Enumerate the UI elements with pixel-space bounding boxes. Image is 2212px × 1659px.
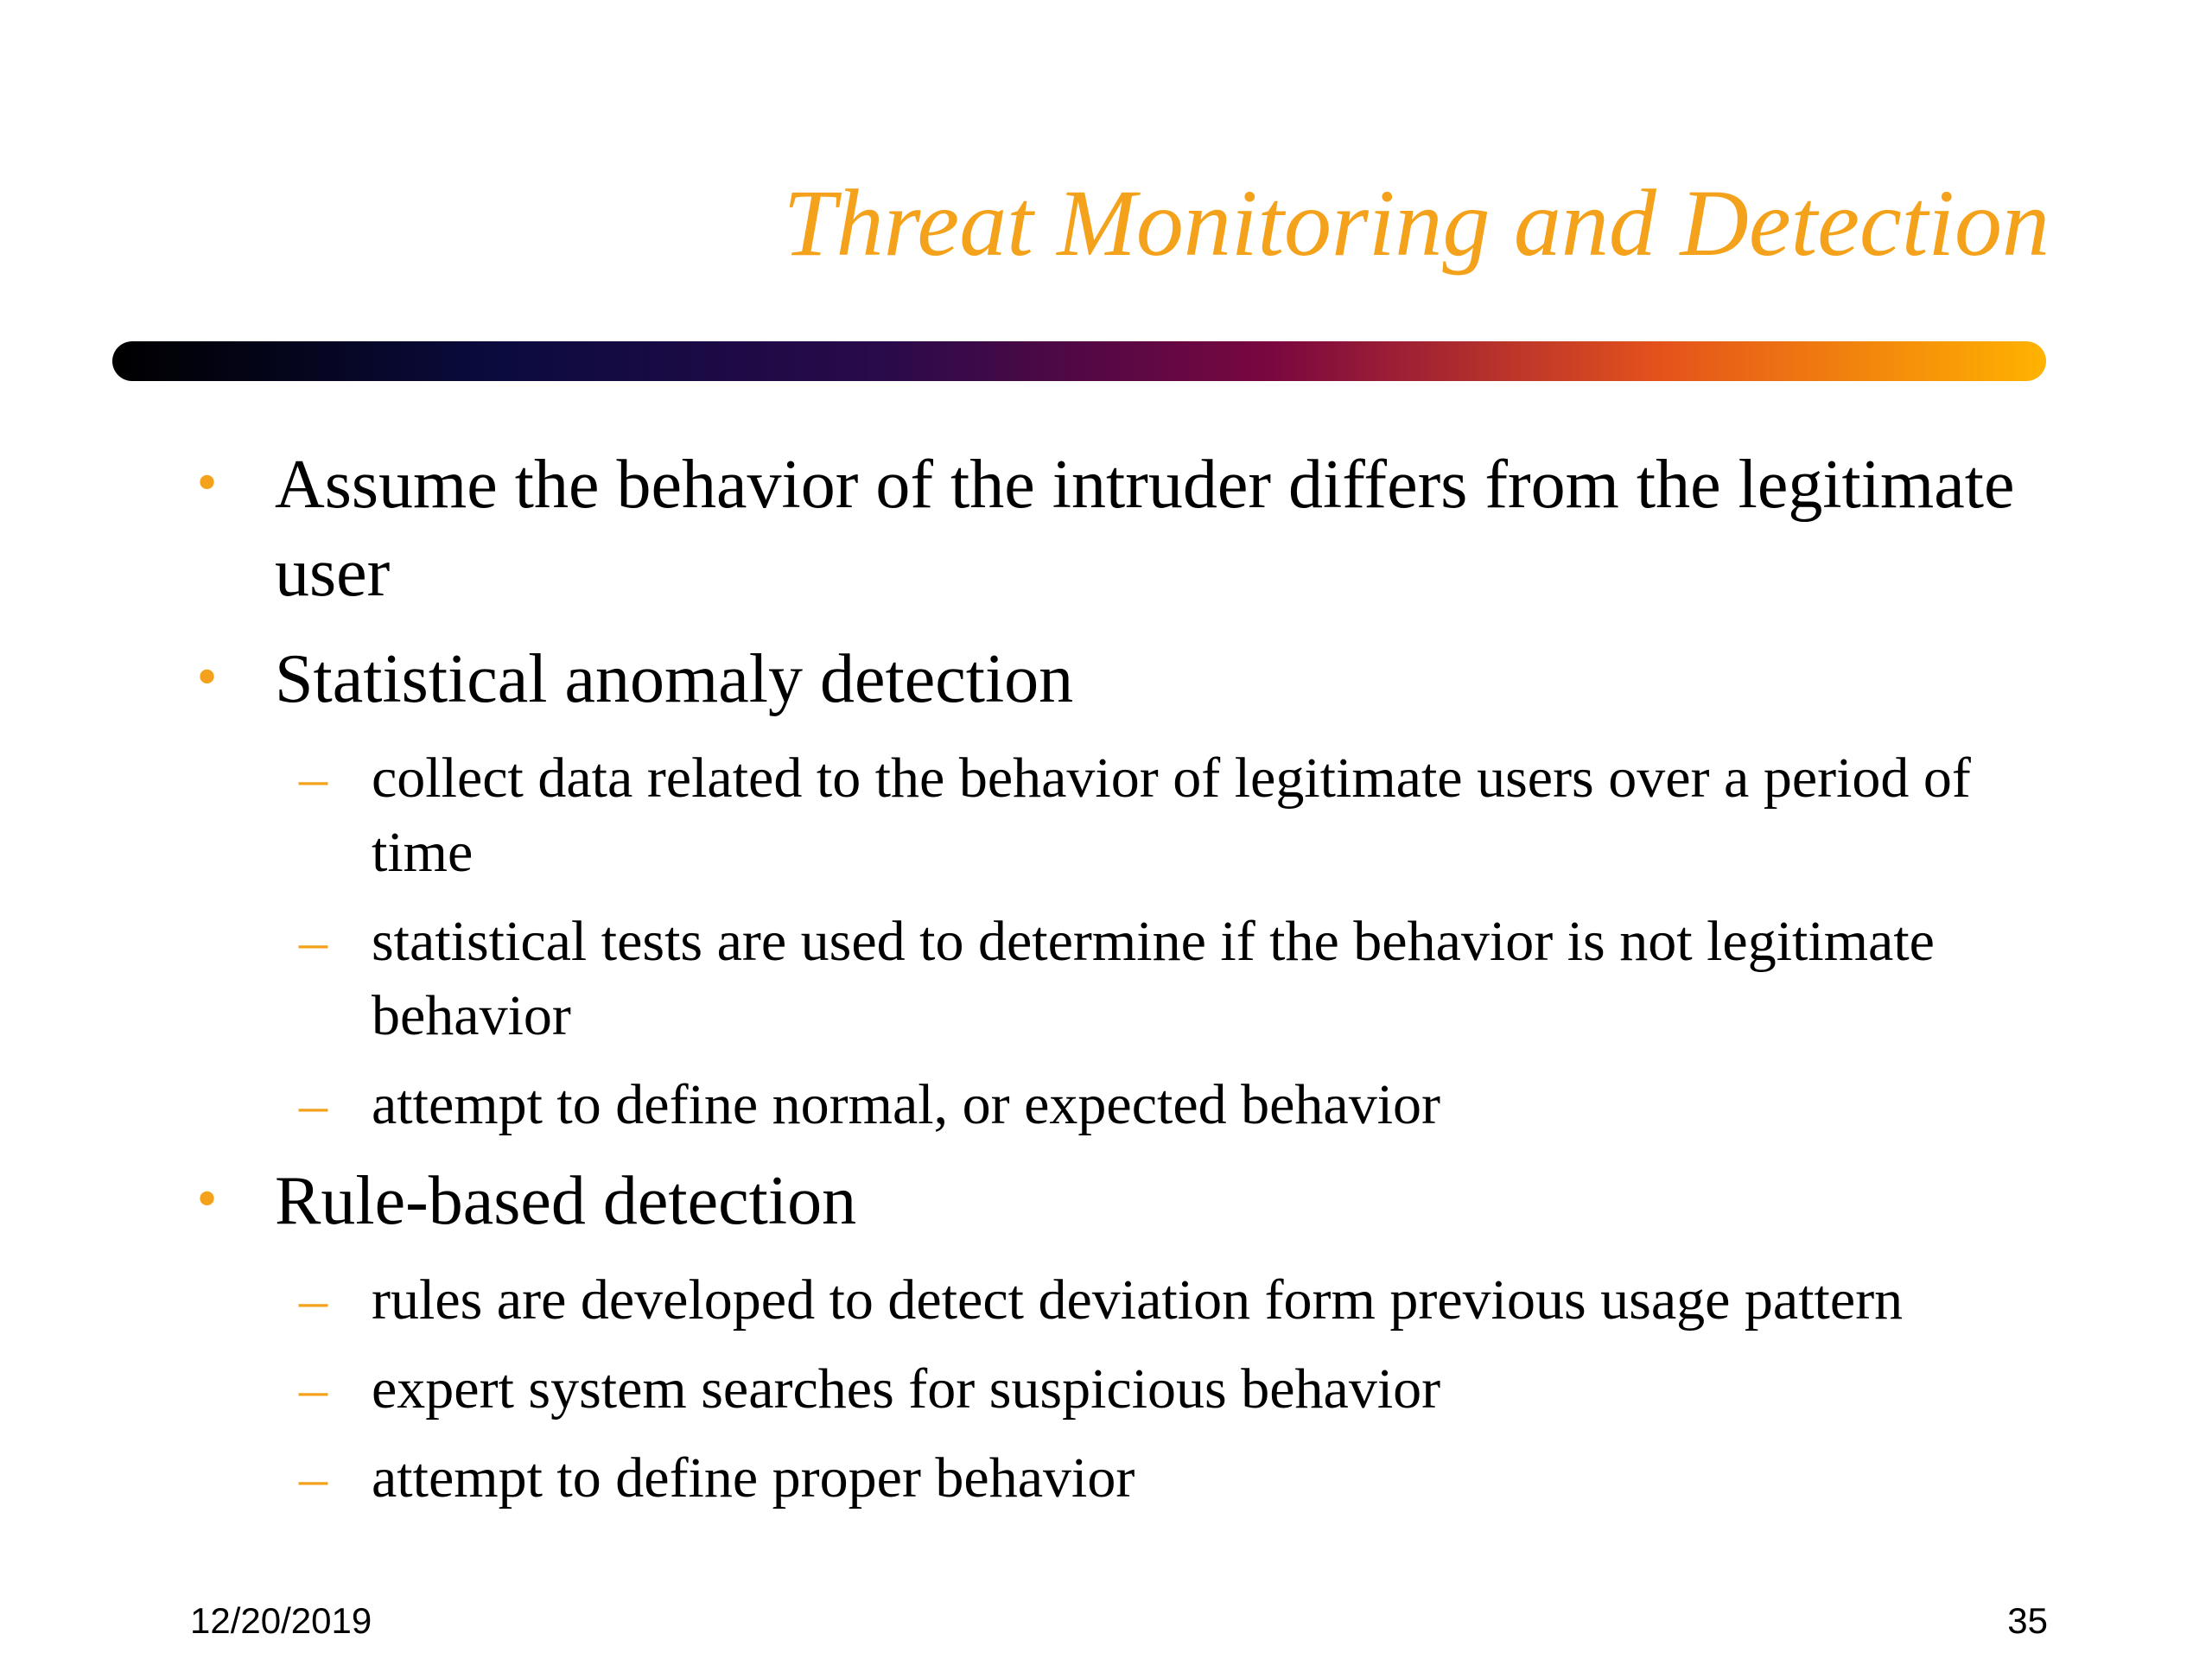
dash-icon: – [299, 1446, 327, 1510]
bullet-item [193, 441, 2055, 617]
dash-icon: – [299, 747, 327, 810]
sub-bullet-item [299, 741, 2065, 890]
dash-icon: – [299, 1268, 327, 1332]
slide-title: Threat Monitoring and Detection [783, 170, 2050, 276]
bullet-item [193, 1157, 2055, 1245]
bullet-item [193, 635, 2055, 723]
page-number: 35 [2007, 1600, 2048, 1641]
bullet-text: Assume the behavior of the intruder differs from the legitimate user [275, 447, 2015, 611]
sub-bullet-text: statistical tests are used to determine if the behavior is not legitimate behavior [372, 910, 1935, 1047]
sub-bullet-text: rules are developed to detect deviation form previous usage pattern [372, 1268, 1904, 1332]
sub-bullet-text: attempt to define proper behavior [372, 1446, 1135, 1510]
sub-bullet-item [299, 1352, 2065, 1427]
sub-bullet-item [299, 1441, 2065, 1516]
bullet-dot-icon: • [193, 456, 222, 512]
sub-bullet-text: collect data related to the behavior of legitimate users over a period of time [372, 747, 1971, 884]
dash-icon: – [299, 1073, 327, 1136]
bullet-dot-icon: • [193, 651, 222, 707]
dash-icon: – [299, 910, 327, 973]
bullet-list [0, 441, 2212, 1530]
dash-icon: – [299, 1357, 327, 1421]
sub-bullet-item [299, 1263, 2065, 1338]
footer-date: 12/20/2019 [190, 1600, 372, 1641]
sub-bullet-text: expert system searches for suspicious behavior [372, 1357, 1441, 1421]
sub-bullet-text: attempt to define normal, or expected behavior [372, 1073, 1441, 1136]
bullet-dot-icon: • [193, 1173, 222, 1229]
title-divider-bar [112, 341, 2046, 381]
sub-bullet-item [299, 905, 2065, 1053]
bullet-text: Statistical anomaly detection [275, 641, 1074, 717]
sub-bullet-item [299, 1068, 2065, 1142]
bullet-text: Rule-based detection [275, 1163, 857, 1239]
